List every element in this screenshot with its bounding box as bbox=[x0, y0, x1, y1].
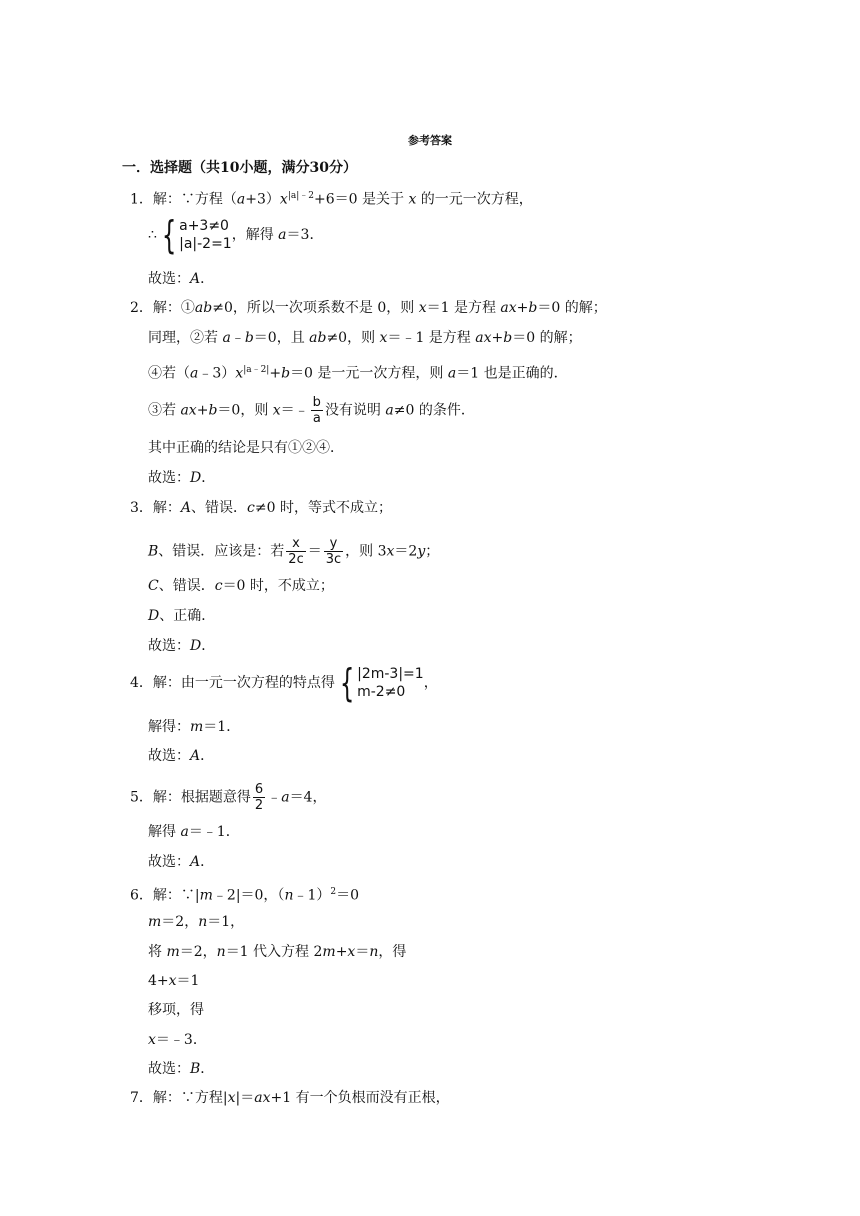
q6-line5: 移项，得 bbox=[148, 1002, 204, 1018]
q3-line4: D、正确． bbox=[148, 608, 216, 624]
q4-line2: 解得：m＝1． bbox=[148, 719, 241, 735]
q5-line2: 解得 a＝﹣1． bbox=[148, 824, 240, 840]
q5-choice: 故选：A． bbox=[148, 854, 215, 870]
q6-line3: 将 m＝2，n＝1 代入方程 2m+x＝n，得 bbox=[148, 944, 407, 960]
fraction-x-over-2c: $\frac{x}{2c}$ bbox=[288, 536, 304, 567]
q3-line3: C、错误．c＝0 时，不成立； bbox=[148, 578, 334, 594]
q7-line1: 7．解：∵方程|x|＝ax+1 有一个负根而没有正根， bbox=[130, 1090, 450, 1106]
q2-line1: 2．解：①ab≠0，所以一次项系数不是 0，则 x＝1 是方程 ax+b＝0 的解； bbox=[130, 300, 607, 316]
q6-line1: 6．解：∵|m﹣2|＝0，（n﹣1）$^2$＝0 bbox=[130, 887, 360, 904]
q2-line5: 其中正确的结论是只有①②④． bbox=[148, 440, 344, 456]
q6-line4: 4+x＝1 bbox=[148, 973, 200, 989]
q3-choice: 故选：D． bbox=[148, 638, 216, 654]
q2-line2: 同理，②若 a﹣b＝0，且 ab≠0，则 x＝﹣1 是方程 ax+b＝0 的解； bbox=[148, 330, 582, 346]
q1-equation-system: { a+3≠0 |a|-2=1 bbox=[161, 213, 232, 257]
q3-line1: 3．解：A、错误．c≠0 时，等式不成立； bbox=[130, 500, 392, 516]
q5-line1: 5．解：根据题意得 $\frac{6}{2}$ ﹣a＝4， bbox=[130, 782, 327, 813]
q2-line3: ④若$(a﹣3)x^{|a﹣2|}+b=0$ 是一元一次方程，则 a＝1 也是正确的． bbox=[148, 365, 568, 382]
q1-line2: ∴ { a+3≠0 |a|-2=1 ，解得 a＝3． bbox=[148, 213, 324, 257]
q6-line2: m＝2，n＝1， bbox=[148, 914, 245, 930]
q2-line4: ③若 ax+b＝0，则 x＝﹣ $\frac{b}{a}$ 没有说明 a≠0 的条件． bbox=[148, 395, 475, 426]
q6-choice: 故选：B． bbox=[148, 1061, 215, 1077]
page-title: 参考答案 bbox=[408, 134, 452, 147]
fraction-b-over-a: $\frac{b}{a}$ bbox=[312, 395, 321, 426]
section-heading: 一．选择题（共10小题，满分30分） bbox=[122, 160, 357, 176]
q2-choice: 故选：D． bbox=[148, 470, 216, 486]
q4-choice: 故选：A． bbox=[148, 748, 215, 764]
q3-line2: B、错误．应该是：若 $\frac{x}{2c}$ ＝ $\frac{y}{3c}$ ，则 3x＝2y； bbox=[148, 536, 440, 567]
fraction-6-over-2: $\frac{6}{2}$ bbox=[254, 782, 264, 813]
q4-line1: 4．解：由一元一次方程的特点得 { |2m-3|=1 m-2≠0 ， bbox=[130, 661, 438, 705]
q6-line6: x＝﹣3． bbox=[148, 1032, 207, 1048]
q1-line1: 1．解：∵方程$(a+3)x^{|a|﹣2}+6=0$ 是关于 x 的一元一次方程， bbox=[130, 191, 533, 208]
q1-choice: 故选：A． bbox=[148, 271, 215, 287]
fraction-y-over-3c: $\frac{y}{3c}$ bbox=[325, 536, 342, 567]
q4-equation-system: { |2m-3|=1 m-2≠0 bbox=[339, 661, 424, 705]
